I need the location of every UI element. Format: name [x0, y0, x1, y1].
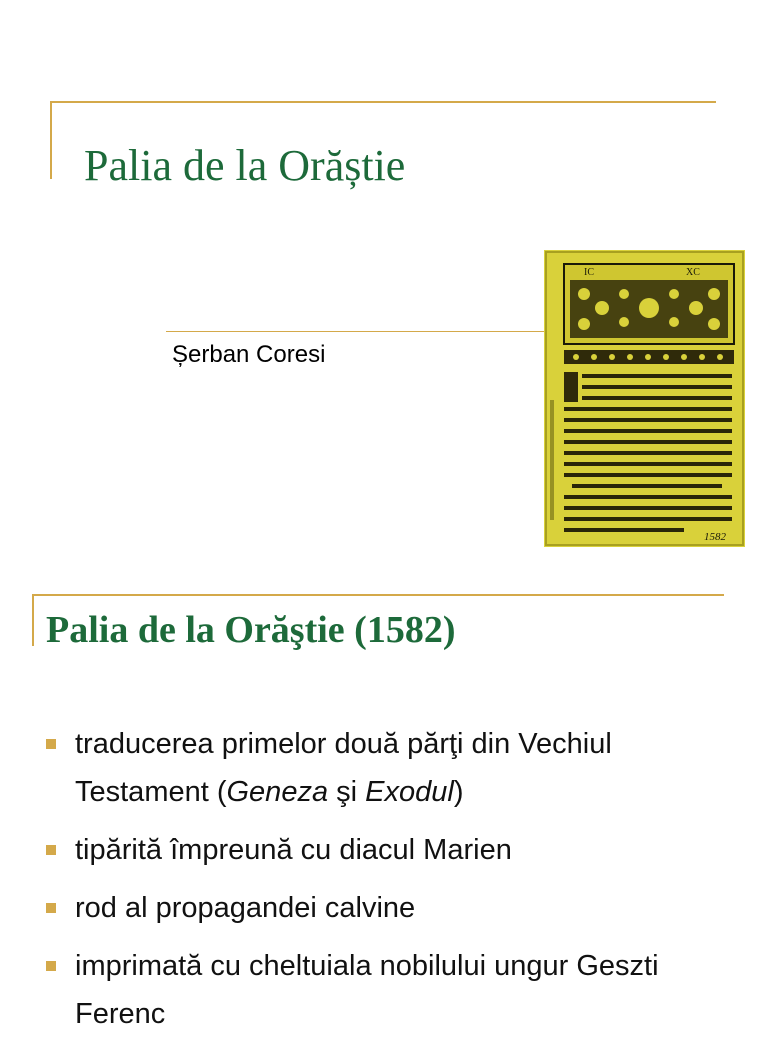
title-rule-vertical	[50, 101, 52, 179]
bullet-square-icon	[46, 845, 56, 855]
list-item: traducerea primelor două părţi din Vechiul Testament (Geneza şi Exodul)	[46, 720, 736, 816]
list-item: imprimată cu cheltuiala nobilului ungur Geszti Ferenc	[46, 942, 736, 1038]
bullet-square-icon	[46, 903, 56, 913]
manuscript-year: 1582	[704, 531, 726, 543]
slide-subtitle: Șerban Coresi	[172, 341, 326, 368]
initial-letter	[564, 372, 578, 402]
book-name-geneza: Geneza	[226, 776, 329, 808]
manuscript-text-lines	[564, 374, 732, 532]
header-left-label: IC	[584, 267, 594, 278]
header-right-label: XC	[686, 267, 700, 278]
margin-notes	[550, 400, 554, 520]
slide-2	[0, 588, 768, 1030]
title-rule-horizontal	[32, 594, 724, 596]
subtitle-rule	[166, 331, 546, 332]
title-rule-vertical	[32, 594, 34, 646]
bullet-list	[46, 720, 736, 1048]
slide-title: Palia de la Orăștie	[84, 141, 406, 190]
bullet-square-icon	[46, 739, 56, 749]
list-item: tipărită împreună cu diacul Marien	[46, 826, 736, 874]
bullet-square-icon	[46, 961, 56, 971]
book-name-exodul: Exodul	[365, 776, 454, 808]
list-item: rod al propagandei calvine	[46, 884, 736, 932]
title-rule-horizontal	[50, 101, 716, 103]
manuscript-page-image	[544, 250, 745, 547]
slide-title: Palia de la Orăştie (1582)	[46, 609, 456, 651]
